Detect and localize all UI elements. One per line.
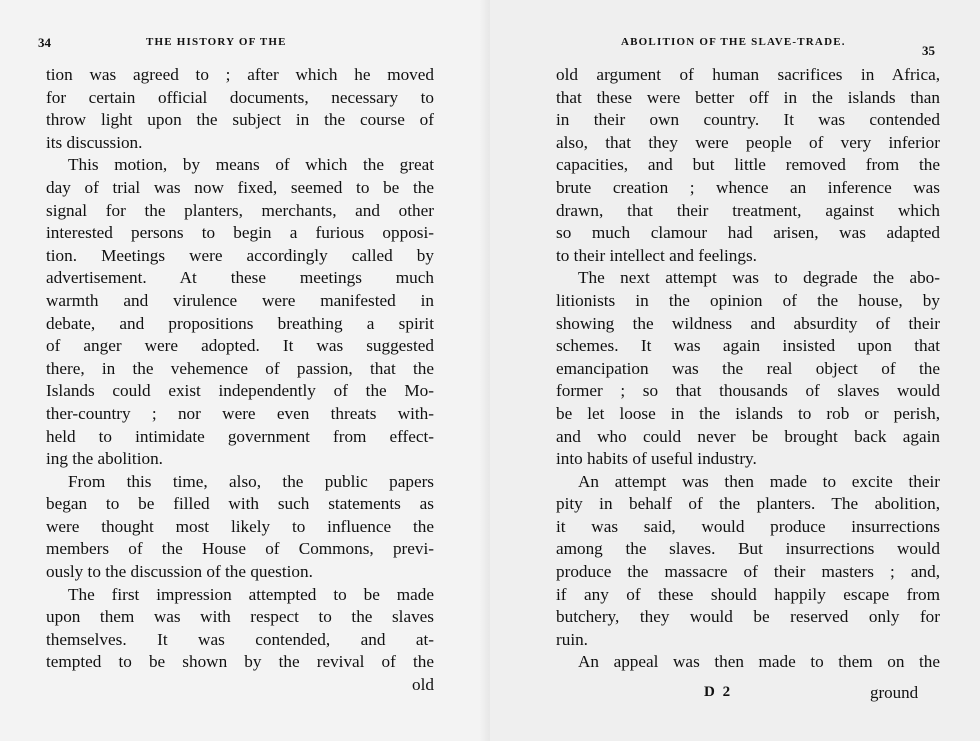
text-line: it was said, would produce insurrections <box>556 516 940 536</box>
right-running-head: ABOLITION OF THE SLAVE-TRADE. <box>621 36 846 48</box>
text-line: This motion, by means of which the great <box>68 155 434 175</box>
text-line: to their intellect and feelings. <box>556 245 757 265</box>
left-page-number: 34 <box>38 35 51 50</box>
text-line: An attempt was then made to excite their <box>578 471 940 491</box>
text-line: held to intimidate government from effect- <box>46 426 434 446</box>
text-line: day of trial was now fixed, seemed to be the <box>46 177 434 197</box>
text-line: litionists in the opinion of the house, by <box>556 290 940 310</box>
text-line: tempted to be shown by the revival of the <box>46 652 434 672</box>
text-line: ruin. <box>556 629 588 649</box>
right-page-number: 35 <box>922 43 935 58</box>
text-line: tion. Meetings were accordingly called by <box>46 245 434 265</box>
right-page <box>490 0 980 741</box>
text-line: interested persons to begin a furious opposi- <box>46 223 434 243</box>
text-line: that these were better off in the islands than <box>556 87 940 107</box>
text-line: members of the House of Commons, previ- <box>46 539 434 559</box>
text-line: emancipation was the real object of the <box>556 358 940 378</box>
text-line: drawn, that their treatment, against which <box>556 200 940 220</box>
text-line: of anger were adopted. It was suggested <box>46 336 434 356</box>
text-line: tion was agreed to ; after which he moved <box>46 65 434 84</box>
left-text-column <box>46 64 434 697</box>
text-line: former ; so that thousands of slaves would <box>556 381 940 401</box>
catchword: ground <box>870 683 919 702</box>
text-line: ing the abolition. <box>46 449 163 469</box>
text-line: capacities, and but little removed from the <box>556 155 940 175</box>
text-line: signal for the planters, merchants, and other <box>46 200 434 220</box>
text-line: be let loose in the islands to rob or perish, <box>556 403 940 423</box>
text-line: for certain official documents, necessary to <box>46 87 434 107</box>
text-line: schemes. It was again insisted upon that <box>556 336 940 356</box>
text-line: brute creation ; whence an inference was <box>556 177 940 197</box>
text-line: in their own country. It was contended <box>556 110 940 130</box>
text-line: so much clamour had arisen, was adapted <box>556 223 940 243</box>
text-line: warmth and virulence were manifested in <box>46 290 434 310</box>
text-line: produce the massacre of their masters ; and, <box>556 562 940 582</box>
text-line: upon them was with respect to the slaves <box>46 607 434 627</box>
right-text-column <box>556 64 940 674</box>
text-line: also, that they were people of very inferior <box>556 132 940 152</box>
text-line: its discussion. <box>46 132 143 152</box>
text-line: pity in behalf of the planters. The abolition, <box>556 494 940 514</box>
catchword: old <box>412 675 434 695</box>
signature-mark: D 2 <box>704 684 733 700</box>
text-line: were thought most likely to influence the <box>46 516 434 536</box>
text-line: and who could never be brought back again <box>556 426 940 446</box>
text-line: into habits of useful industry. <box>556 449 757 469</box>
text-line: The first impression attempted to be made <box>68 584 434 604</box>
text-line: if any of these should happily escape from <box>556 584 940 604</box>
text-line: From this time, also, the public papers <box>68 471 434 491</box>
text-line: butchery, they would be reserved only for <box>556 607 940 627</box>
text-line: debate, and propositions breathing a spirit <box>46 313 434 333</box>
text-line: An appeal was then made to them on the <box>578 652 940 672</box>
text-line: there, in the vehemence of passion, that the <box>46 358 434 378</box>
text-line: ously to the discussion of the question. <box>46 562 313 582</box>
text-line: themselves. It was contended, and at- <box>46 629 434 649</box>
text-line: The next attempt was to degrade the abo- <box>578 268 940 288</box>
text-line: showing the wildness and absurdity of their <box>556 313 940 333</box>
text-line: advertisement. At these meetings much <box>46 268 434 288</box>
text-line: among the slaves. But insurrections would <box>556 539 940 559</box>
text-line: began to be filled with such statements as <box>46 494 434 514</box>
text-line: old argument of human sacrifices in Africa, <box>556 65 940 84</box>
left-running-head: THE HISTORY OF THE <box>146 36 287 48</box>
text-line: Islands could exist independently of the Mo- <box>46 381 434 401</box>
text-line: ther-country ; nor were even threats with- <box>46 403 434 423</box>
text-line: throw light upon the subject in the course of <box>46 110 434 130</box>
